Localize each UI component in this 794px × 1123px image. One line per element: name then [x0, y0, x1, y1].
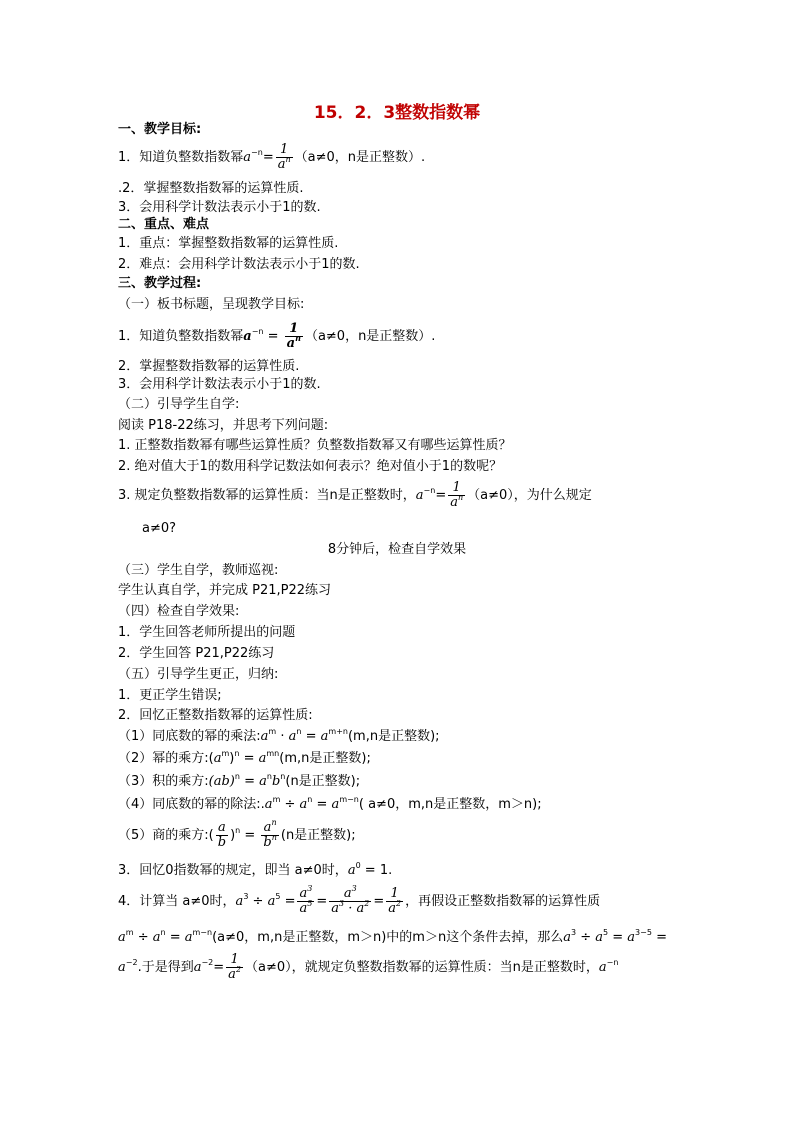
objective-3: 3．会用科学计数法表示小于1的数.: [118, 200, 321, 215]
part-3-body: 学生认真自学，并完成 P21,P22练习: [118, 583, 332, 598]
fraction-1-over-a-n: $\frac{1}{a^n}$: [450, 480, 464, 510]
fraction-1-over-a2: $\frac{1}{a^2}$: [228, 952, 242, 982]
fraction-1-over-a-n: $\frac{1}{a^n}$: [286, 321, 301, 351]
question-2: 2. 绝对值大于1的数用科学记数法如何表示？绝对值小于1的数呢？: [118, 459, 503, 474]
part-4-item-2: 2．学生回答 P21,P22练习: [118, 646, 275, 661]
question-3-continued: a≠0?: [142, 521, 177, 536]
part-5-item-4-line-3: $a^{-2}$.于是得到$a^{-2}=$ $\frac{1}{a^2}$ （a≠0），就规定负整数指数幂的运算性质：当n是正整数时，$a^{-n}$: [118, 952, 619, 982]
part-1-title: （一）板书标题，呈现教学目标:: [118, 297, 305, 312]
fraction-1-over-a-n: $\frac{1}{a^n}$: [277, 142, 291, 172]
part-4-title: （四）检查自学效果:: [118, 604, 240, 619]
part-1-goal-2: 2．掌握整数指数幂的运算性质.: [118, 359, 300, 374]
fraction-a-over-b: $\frac{a}{b}$: [217, 820, 227, 850]
part-3-title: （三）学生自学，教师巡视:: [118, 563, 279, 578]
fraction-a-n-over-b-n: $\frac{a^n}{b^n}$: [263, 818, 277, 850]
part-5-item-2: 2．回忆正整数指数幂的运算性质:: [118, 708, 313, 723]
part-1-goal-3: 3．会用科学计数法表示小于1的数.: [118, 377, 321, 392]
part-4-item-1: 1．学生回答老师所提出的问题: [118, 625, 296, 640]
rule-5-quotient-power: （5）商的乘方:( $\frac{a}{b}$ )$^n$ = $\frac{a^n}{b^n}$ (n是正整数);: [118, 818, 356, 850]
part-1-goal-1: 1．知道负整数指数幂$a^{-n}$ = $\frac{1}{a^n}$ （a≠0，n是正整数）.: [118, 321, 436, 351]
part-2-title: （二）引导学生自学:: [118, 397, 240, 412]
question-1: 1. 正整数指数幂有哪些运算性质？负整数指数幂又有哪些运算性质？: [118, 438, 512, 453]
key-point-2: 2．难点：会用科学计数法表示小于1的数.: [118, 257, 360, 272]
section-heading-key-points: 二、重点、难点: [118, 217, 210, 232]
rule-1-multiplication: （1）同底数的幂的乘法$:a^m \cdot a^n = a^{m+n}(m,n$是正整数);: [118, 727, 440, 744]
objective-1: 1．知道负整数指数幂$a^{-n}=$ $\frac{1}{a^n}$ （a≠0，n是正整数）.: [118, 142, 426, 172]
reading-instruction: 阅读 P18-22练习，并思考下列问题:: [118, 418, 329, 433]
center-note: 8分钟后，检查自学效果: [327, 542, 467, 557]
part-5-title: （五）引导学生更正，归纳:: [118, 667, 279, 682]
objective-2: .2．掌握整数指数幂的运算性质.: [118, 181, 304, 196]
fraction-a3-over-a5: $\frac{a^3}{a^5}$: [299, 884, 313, 916]
rule-2-power: （2）幂的乘方$:(a^m)^n = a^{mn}(m,n$是正整数);: [118, 749, 371, 766]
key-point-1: 1．重点：掌握整数指数幂的运算性质.: [118, 236, 339, 251]
question-3: 3. 规定负整数指数幂的运算性质：当n是正整数时，$a^{-n}=$ $\frac{1}{a^n}$ （a≠0），为什么规定: [118, 480, 592, 510]
rule-3-product-power: （3）积的乘方:(ab)$^n$ = $a^nb^n(n$是正整数);: [118, 772, 361, 789]
part-5-item-3: 3．回忆0指数幂的规定，即当 a≠0时，$a^0 = 1$.: [118, 861, 393, 878]
section-heading-objectives: 一、教学目标:: [118, 122, 202, 137]
part-5-item-1: 1．更正学生错误;: [118, 688, 222, 703]
part-5-item-4: 4．计算当 a≠0时，$a^3 \div a^5$ = $\frac{a^3}{a^5}$ = $\frac{a^3}{a^3 \cdot a^2}$ = $\frac{1}{a^2}$ ，再假设正整数指数幂的运算性质: [118, 884, 601, 916]
part-5-item-4-line-2: $a^m \div a^n = a^{m-n}(a\ne 0$，m,n是正整数，m＞n)中的m＞n这个条件去掉，那么$a^3 \div a^5 = a^{3-5}$ =: [118, 928, 667, 945]
fraction-a3-over-a3a2: $\frac{a^3}{a^3 \cdot a^2}$: [331, 884, 370, 916]
page-title: 15．2．3整数指数幂: [313, 103, 481, 123]
section-heading-process: 三、教学过程:: [118, 276, 202, 291]
fraction-1-over-a2: $\frac{1}{a^2}$: [388, 886, 402, 916]
rule-4-division: （4）同底数的幂的除法$:.a^m \div a^n = a^{m-n}$( a≠0，m,n是正整数，m＞n);: [118, 795, 542, 812]
